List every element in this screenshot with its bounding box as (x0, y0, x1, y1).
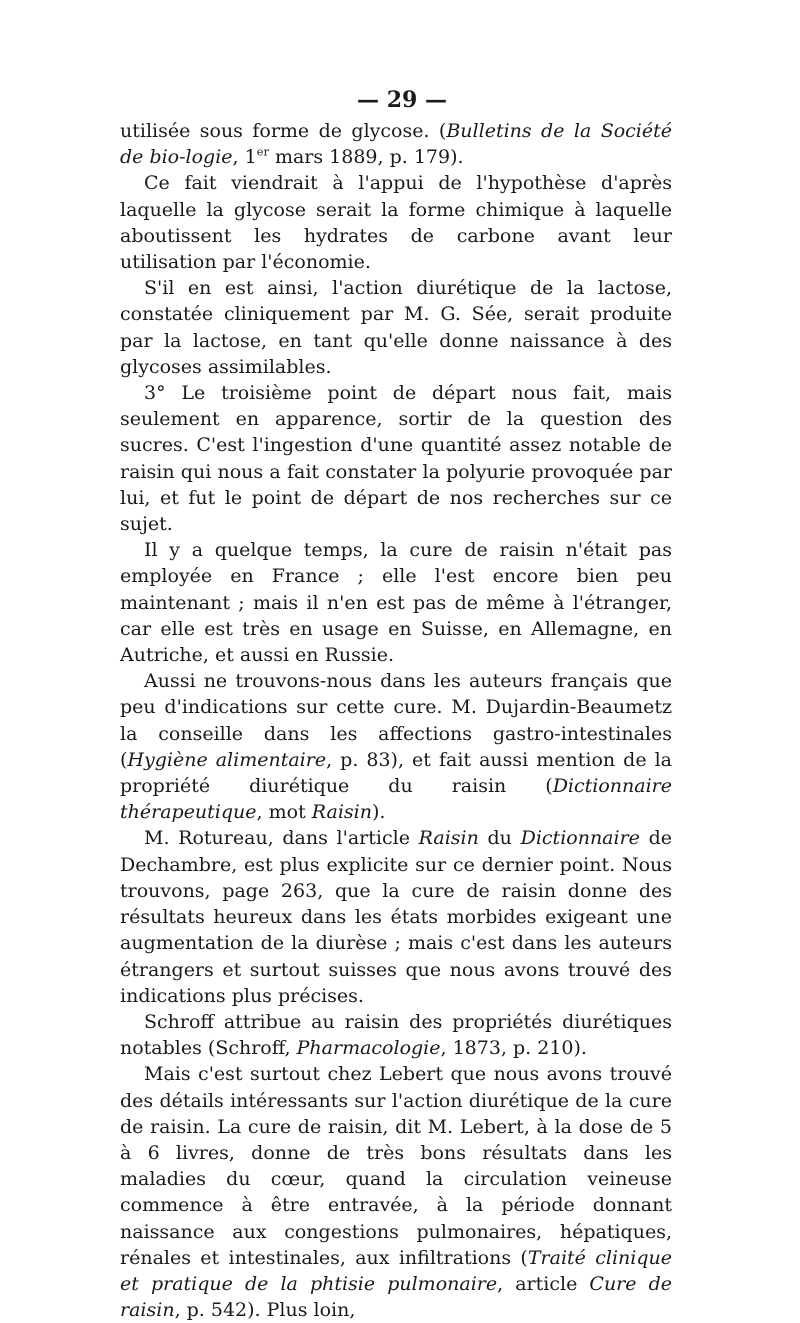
text-run: ). (371, 801, 386, 824)
paragraph-p2 (120, 170, 672, 275)
text-run: 3° Le troisième point de départ nous fait, mais seulement en apparence, sortir de la question des sucres. C'est l'ingestion d'une quantité assez notable de raisin qui nous a fait constater la polyurie provoquée par lui, et fut le point de départ de nos recherches sur ce sujet. (120, 382, 672, 536)
text-run: , 1873, p. 210). (440, 1037, 587, 1060)
italic-run: Pharmacologie (296, 1037, 441, 1060)
paragraph-p6 (120, 668, 672, 825)
paragraph-p7 (120, 825, 672, 1008)
italic-run: Hygiène alimentaire (127, 748, 327, 771)
italic-run: Dictionnaire thérapeutique (120, 775, 672, 824)
italic-run: Cure de raisin (120, 1272, 672, 1322)
paragraph-p9 (120, 1061, 672, 1323)
text-run: , 1 (232, 146, 257, 169)
paragraph-p5 (120, 537, 672, 668)
superscript-run: er (256, 144, 269, 159)
paragraph-p4 (120, 380, 672, 537)
paragraph-p8 (120, 1009, 672, 1061)
text-run: M. Rotureau, dans l'article (144, 827, 419, 850)
italic-run: Raisin (418, 827, 479, 850)
text-run: Aussi ne trouvons-nous dans les auteurs français que peu d'indications sur cette cure. M. Dujardin-Beaumetz la conseille dans les affections gastro-intestinales ( (120, 670, 672, 771)
text-run: , mot (256, 801, 312, 824)
italic-run: Bulletins de la Société de bio-logie (120, 120, 673, 169)
italic-run: Raisin (311, 801, 372, 824)
page-number: — 29 — (357, 87, 447, 113)
text-run: Il y a quelque temps, la cure de raisin n'était pas employée en France ; elle l'est encore bien peu maintenant ; mais il n'en est pas de même à l'étranger, car elle est très en usage en Suisse, en Allemagne, en Autriche, et aussi en Russie. (120, 539, 672, 667)
paragraph-p3 (120, 275, 672, 380)
text-run: , p. 83), et fait aussi mention de la propriété diurétique du raisin ( (120, 748, 672, 798)
text-run: S'il en est ainsi, l'action diurétique de la lactose, constatée cliniquement par M. G. Sée, serait produite par la lactose, en tant qu'elle donne naissance à des glycoses assimilables. (120, 277, 672, 378)
italic-run: Dictionnaire (520, 827, 640, 850)
text-run: Schroff attribue au raisin des propriétés diurétiques notables (Schroff, (120, 1010, 672, 1060)
text-run: Ce fait viendrait à l'appui de l'hypothèse d'après laquelle la glycose serait la forme chimique à laquelle aboutissent les hydrates de carbone avant leur utilisation par l'économie. (120, 172, 672, 274)
paragraph-p1 (120, 118, 672, 170)
text-run: , p. 542). Plus loin, (174, 1299, 356, 1322)
text-run: mars 1889, p. 179). (268, 146, 464, 169)
text-run: du (478, 827, 521, 850)
text-run: , article (497, 1272, 590, 1295)
body-text (120, 118, 672, 1323)
text-run: utilisée sous forme de glycose. ( (120, 120, 447, 142)
text-run: de Dechambre, est plus explicite sur ce dernier point. Nous trouvons, page 263, que la cure de raisin donne des résultats heureux dans les états morbides exigeant une augmentation de la diurèse ; mais c'est dans les auteurs étrangers et surtout suisses que nous avons trouvé des indications plus précises. (120, 827, 673, 1007)
italic-run: Traité clinique et pratique de la phtisie pulmonaire (120, 1246, 672, 1295)
text-run: Mais c'est surtout chez Lebert que nous avons trouvé des détails intéressants sur l'action diurétique de la cure de raisin. La cure de raisin, dit M. Lebert, à la dose de 5 à 6 livres, donne de très bons résultats dans les maladies du cœur, quand la circulation veineuse commence à être entravée, à la période donnant naissance aux congestions pulmonaires, hépatiques, rénales et intestinales, aux infiltrations ( (120, 1063, 672, 1269)
